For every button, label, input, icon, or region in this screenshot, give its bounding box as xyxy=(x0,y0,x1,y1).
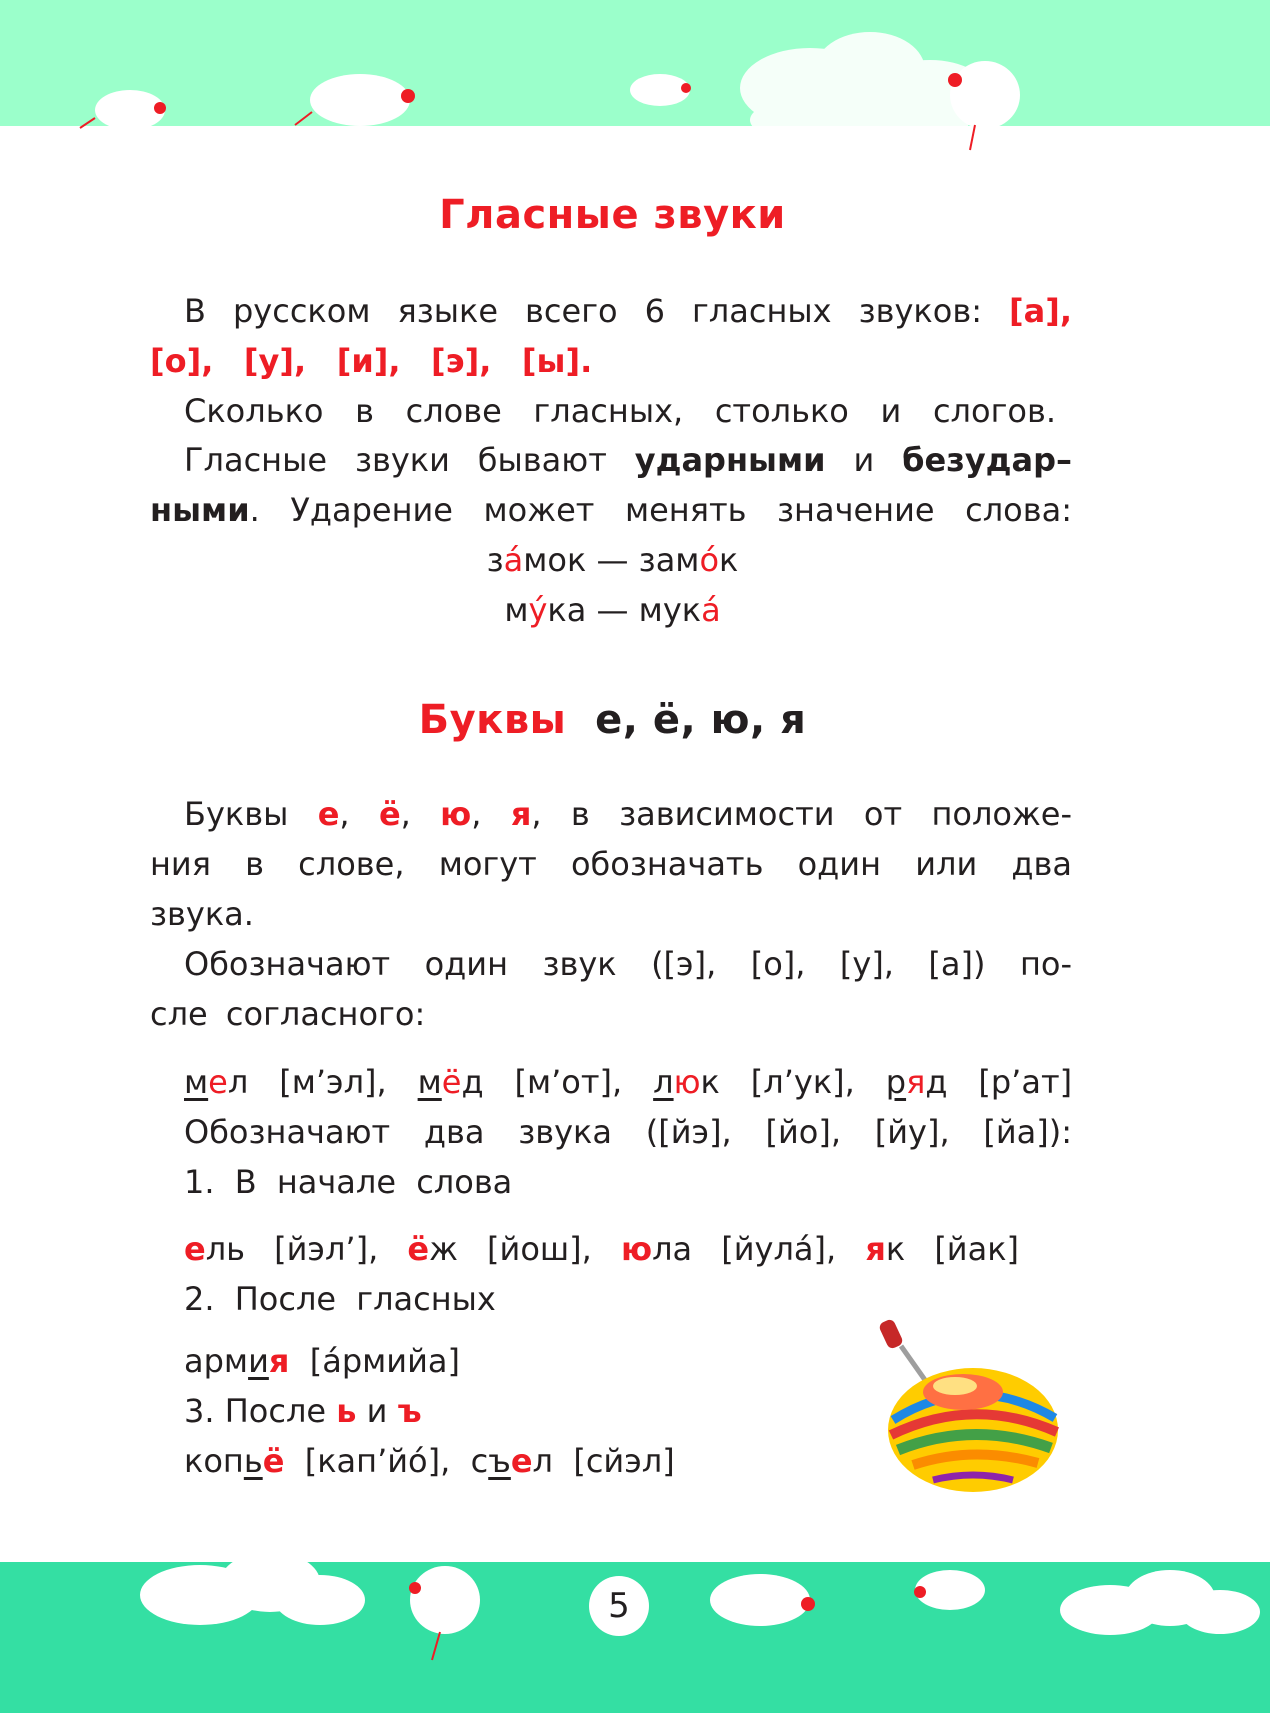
section-title-vowels: Гласные звуки xyxy=(439,192,786,238)
paragraph-line: Буквы е, ё, ю, я, в зависимости от положе- xyxy=(184,795,1073,833)
paragraph-line: Сколько в слове гласных, столько и слогов. xyxy=(184,392,1056,430)
paragraph-line: Обозначают два звука ([йэ], [йо], [йу], [йа]): xyxy=(184,1113,1072,1151)
bird-icon xyxy=(80,90,166,130)
bird-icon xyxy=(710,1574,815,1626)
cloud-icon xyxy=(1060,1570,1260,1635)
example-line: мел [м’эл], мёд [м’от], люк [л’ук], ряд [р’ат] xyxy=(184,1063,1073,1101)
bird-icon xyxy=(914,1570,985,1610)
section-title-letters: Буквы е, ё, ю, я xyxy=(418,697,807,743)
paragraph-line: Обозначают один звук ([э], [о], [у], [а]) по- xyxy=(184,945,1072,983)
paragraph-line: сле согласного: xyxy=(150,995,426,1033)
bird-icon xyxy=(295,74,415,126)
stress-example: му́ка — мука́ xyxy=(504,591,721,629)
top-decoration xyxy=(0,0,1270,170)
paragraph-line: ными. Ударение может менять значение слова: xyxy=(150,491,1072,529)
example-line: армия [áрмийа] xyxy=(184,1342,460,1380)
example-line: копьё [кап’йó], съел [сйэл] xyxy=(184,1442,675,1480)
bird-icon xyxy=(948,61,1020,150)
paragraph-line: В русском языке всего 6 гласных звуков: [а], xyxy=(184,292,1072,330)
paragraph-line: ния в слове, могут обозначать один или два xyxy=(150,845,1072,883)
case-heading: 2. После гласных xyxy=(184,1280,496,1318)
case-heading: 3. После ь и ъ xyxy=(184,1392,422,1430)
stress-example: за́мок — замо́к xyxy=(486,541,739,579)
bird-icon xyxy=(409,1566,480,1660)
case-heading: 1. В начале слова xyxy=(184,1163,513,1201)
cloud-icon xyxy=(140,1552,365,1625)
example-line: ель [йэл’], ёж [йош], юла [йулá], як [йак] xyxy=(184,1230,1020,1268)
spinning-top-icon xyxy=(843,1300,1063,1510)
paragraph-line: [о], [у], [и], [э], [ы]. xyxy=(150,342,593,380)
bird-icon xyxy=(630,74,691,106)
paragraph-line: звука. xyxy=(150,895,254,933)
paragraph-line: Гласные звуки бывают ударными и безудар– xyxy=(184,441,1073,479)
page-number: 5 xyxy=(589,1576,649,1636)
